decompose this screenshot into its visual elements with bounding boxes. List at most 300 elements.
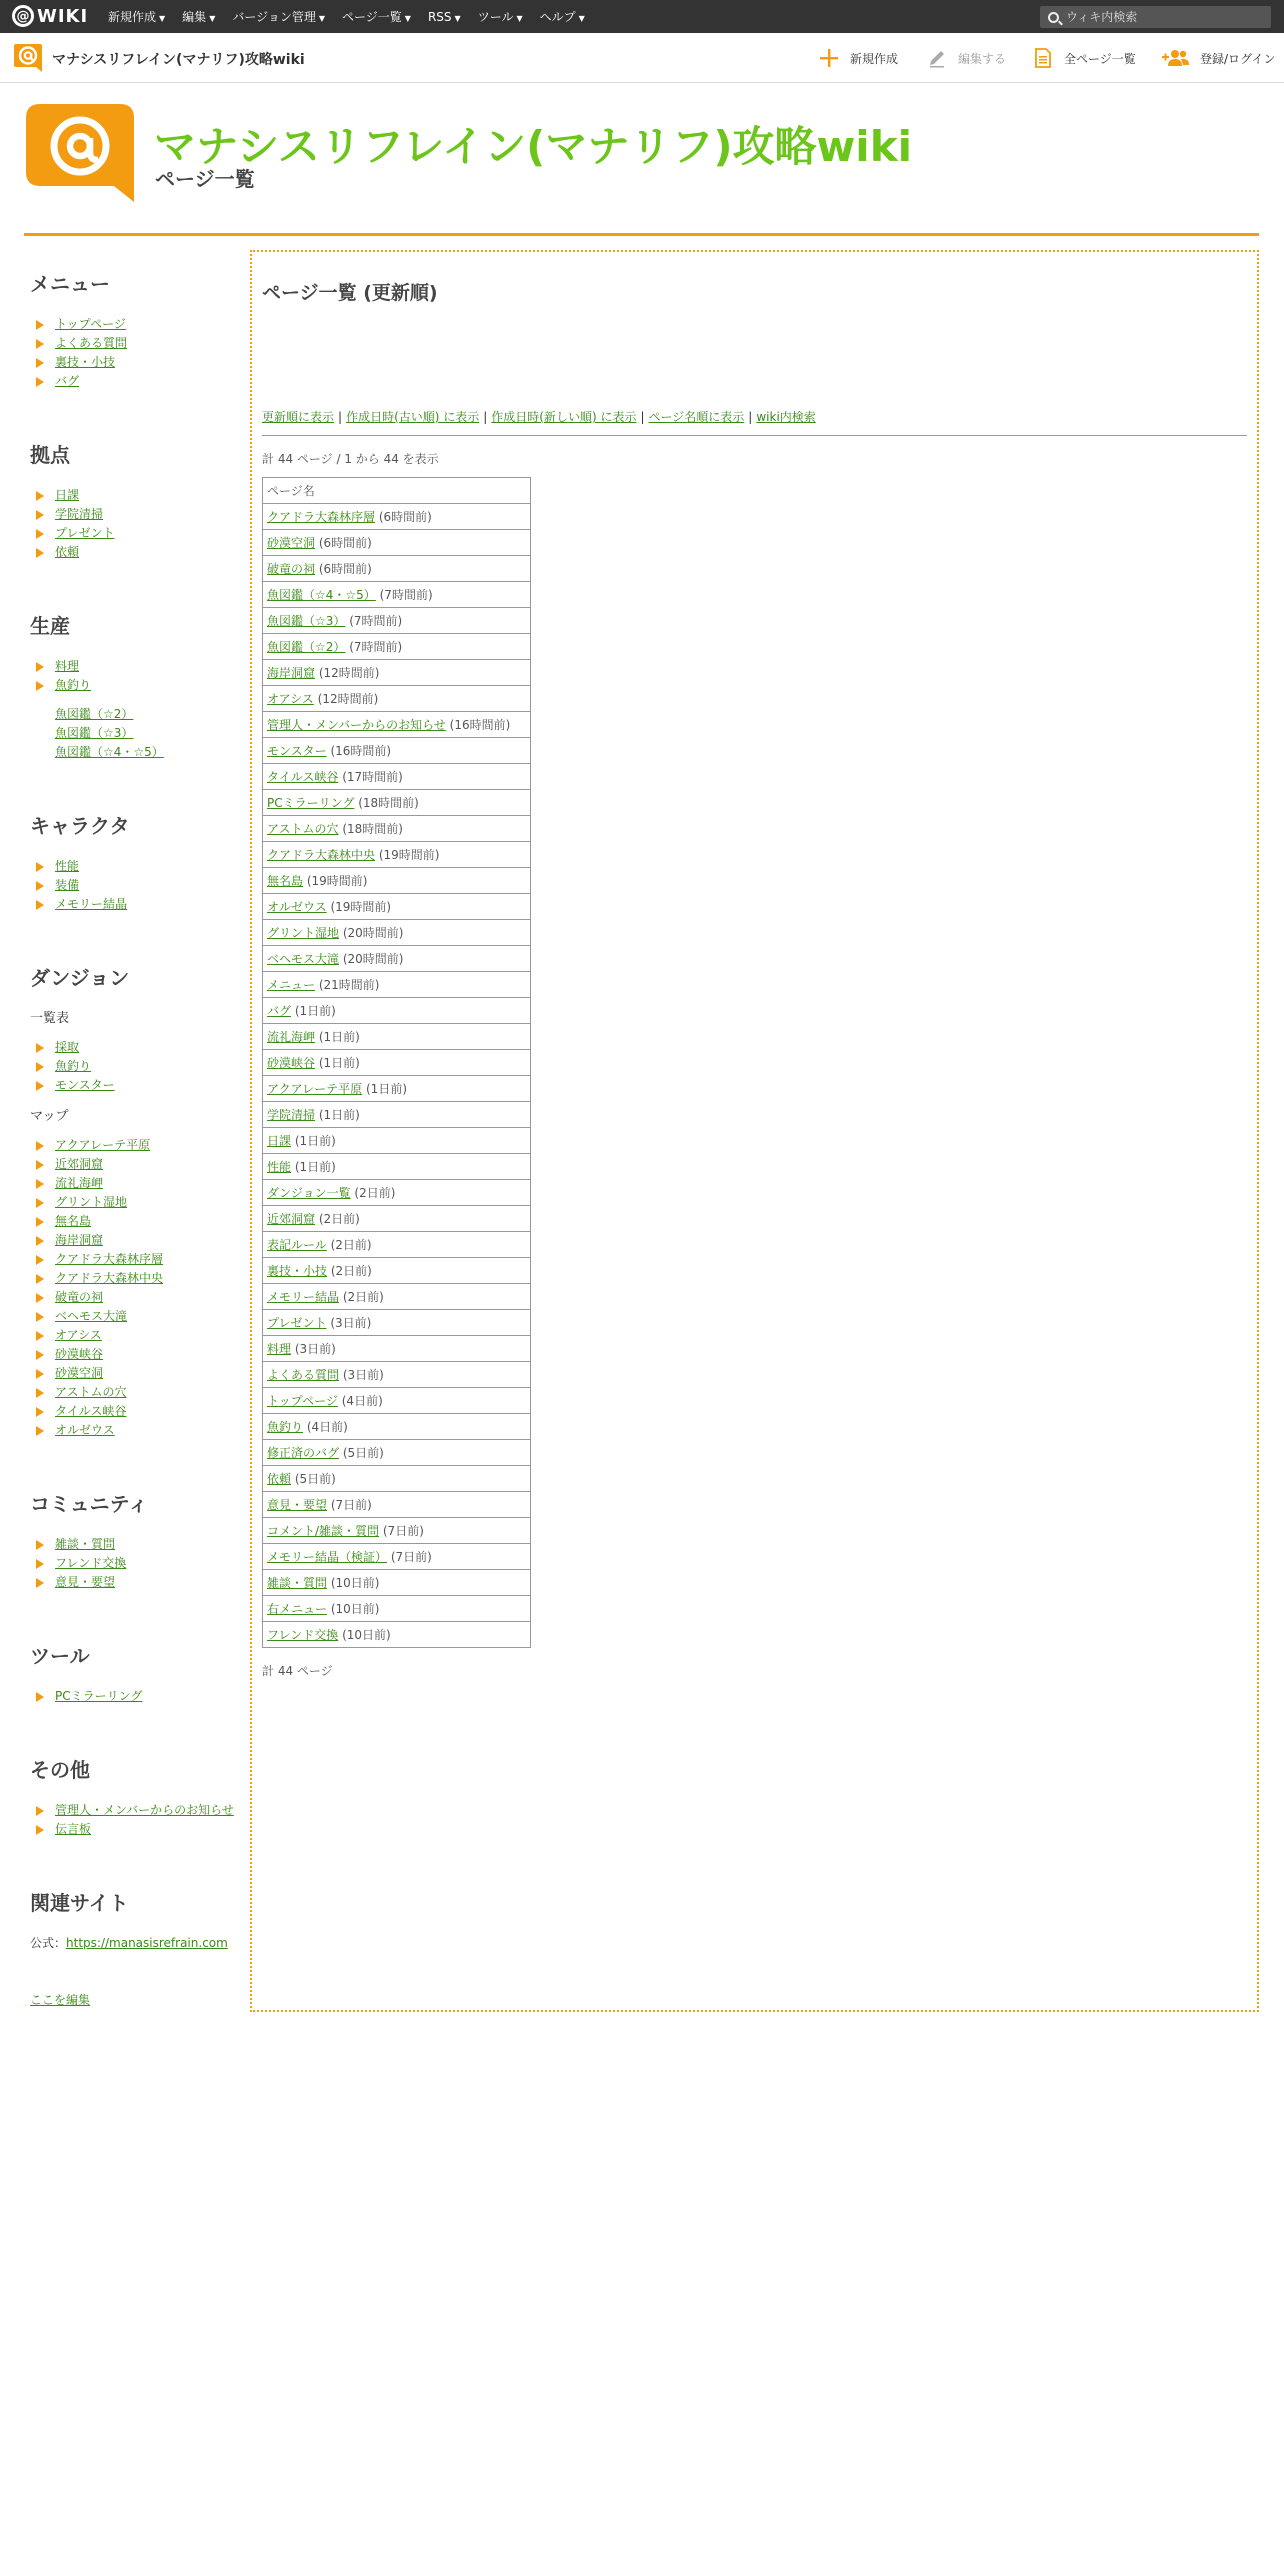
sidebar-list [30,1038,240,1095]
sidebar-item [30,1212,240,1231]
sidebar-item [30,1345,240,1364]
search-input[interactable] [1066,10,1256,24]
updated-ago: (20時間前) [342,952,404,966]
page-link[interactable]: クアドラ大森林序層 [267,510,376,524]
table-row [263,764,531,790]
top-menu-item[interactable] [478,8,523,25]
updated-ago: (2日前) [318,1212,360,1226]
updated-ago: (6時間前) [318,562,372,576]
sidebar-link[interactable]: 魚図鑑（☆4・☆5） [55,745,164,759]
sidebar-link[interactable]: 管理人・メンバーからのお知らせ [55,1803,234,1817]
top-menu-item[interactable] [540,8,585,25]
updated-ago: (18時間前) [358,796,419,810]
table-row [263,1102,531,1128]
table-row [263,582,531,608]
sidebar-item [30,353,240,372]
sidebar-item [30,1038,240,1057]
sidebar-link[interactable]: ベヘモス大滝 [55,1309,128,1323]
updated-ago: (2日前) [330,1264,372,1278]
document-icon [1032,47,1054,69]
updated-ago: (7日前) [382,1524,424,1538]
page-link[interactable]: 砂漠空洞 [267,536,316,550]
updated-ago: (6時間前) [378,510,432,524]
table-cell [263,1414,531,1440]
updated-ago: (6時間前) [318,536,372,550]
updated-ago: (1日前) [366,1082,407,1096]
sidebar-item [30,1250,240,1269]
table-cell [263,868,531,894]
page-link[interactable]: 魚釣り [267,1420,304,1434]
page-link[interactable]: 日課 [267,1134,292,1148]
table-cell [263,1544,531,1570]
sidebar-list [30,1136,240,1440]
table-row [263,1544,531,1570]
sidebar-section-other [30,1754,240,1839]
search-icon [1048,12,1059,23]
table-row [263,972,531,998]
sidebar-link[interactable]: 流礼海岬 [55,1176,104,1190]
sidebar-link[interactable]: 近郊洞窟 [55,1157,104,1171]
sidebar-link[interactable]: 砂漠峡谷 [55,1347,104,1361]
table-cell [263,894,531,920]
atwiki-logo[interactable] [12,4,88,28]
table-row [263,998,531,1024]
sort-link[interactable]: wiki内検索 [756,410,816,424]
table-cell [263,530,531,556]
table-row [263,1232,531,1258]
sidebar-link[interactable]: クアドラ大森林中央 [55,1271,164,1285]
all-pages-label: 全ページ一覧 [1064,51,1136,66]
page-link[interactable]: 流礼海岬 [267,1030,316,1044]
updated-ago: (10日前) [330,1576,380,1590]
site-header [0,33,1284,83]
page-link[interactable]: モンスター [267,744,327,758]
sidebar-link[interactable]: 海岸洞窟 [55,1233,104,1247]
table-cell [263,1180,531,1206]
caret-down-icon: ▼ [159,14,166,23]
table-row [263,1362,531,1388]
page-list-table [262,477,531,1648]
page-subtitle: ページ一覧 [155,167,255,191]
sidebar-heading: 関連サイト [30,1891,129,1915]
top-menu-label: ページ一覧 [342,10,402,24]
sidebar-link[interactable]: よくある質問 [55,336,128,350]
updated-ago: (10日前) [342,1628,391,1642]
sidebar-link[interactable]: 装備 [55,878,80,892]
table-row [263,1596,531,1622]
table-cell [263,946,531,972]
page-link[interactable]: 無名島 [267,874,304,888]
table-row [263,790,531,816]
sidebar-item [55,705,240,724]
top-menu-label: 編集 [182,10,207,24]
sidebar-link[interactable]: 魚釣り [55,678,92,692]
page-link[interactable]: 魚図鑑（☆3） [267,614,346,628]
sidebar-heading: 拠点 [30,443,70,467]
sidebar-link[interactable]: トップページ [55,317,126,331]
updated-ago: (7日前) [390,1550,432,1564]
table-row [263,712,531,738]
table-cell [263,1154,531,1180]
updated-ago: (19時間前) [306,874,368,888]
sidebar-item [30,1801,240,1820]
table-cell [263,582,531,608]
table-row [263,504,531,530]
sidebar-item [30,1687,240,1706]
plus-icon [818,47,840,69]
table-cell [263,1336,531,1362]
page-link[interactable]: 雑談・質問 [267,1576,328,1590]
separator: | [748,410,753,424]
sidebar-link[interactable]: 料理 [55,659,80,673]
sidebar-link[interactable]: アストムの穴 [55,1385,127,1399]
table-cell [263,1518,531,1544]
table-cell [263,556,531,582]
table-cell [263,1440,531,1466]
table-row [263,946,531,972]
sidebar-link[interactable]: 依頼 [55,545,80,559]
sidebar-link[interactable]: フレンド交換 [55,1556,127,1570]
sidebar-link[interactable]: モンスター [55,1078,115,1092]
main-content [250,250,1259,2012]
page-link[interactable]: よくある質問 [267,1368,340,1382]
page-link[interactable]: トップページ [267,1394,338,1408]
sidebar-section-community [30,1488,240,1592]
caret-down-icon: ▼ [454,13,461,23]
top-menu-item[interactable] [182,8,215,25]
sidebar-heading: ダンジョン [30,966,130,990]
table-row [263,1492,531,1518]
header-site-title[interactable]: マナシスリフレイン(マナリフ)攻略wiki [52,52,305,68]
separator: | [483,410,488,424]
table-cell [263,842,531,868]
sidebar-item [30,876,240,895]
updated-ago: (18時間前) [342,822,403,836]
updated-ago: (3日前) [330,1316,372,1330]
table-row [263,1518,531,1544]
updated-ago: (5日前) [294,1472,336,1486]
sidebar-link[interactable]: メモリー結晶 [55,897,128,911]
sidebar-sublabel: 一覧表 [30,1011,70,1026]
page-link[interactable]: 魚図鑑（☆4・☆5） [267,588,376,602]
sidebar-item [30,1364,240,1383]
updated-ago: (12時間前) [317,692,379,706]
updated-ago: (1日前) [294,1160,336,1174]
page-link[interactable]: 管理人・メンバーからのお知らせ [267,718,446,732]
table-row [263,1258,531,1284]
sidebar-section-character [30,810,240,914]
updated-ago: (4日前) [341,1394,383,1408]
edit-sidebar-link[interactable]: ここを編集 [30,1993,91,2007]
page-link[interactable]: 意見・要望 [267,1498,328,1512]
top-menu-item[interactable] [342,8,411,25]
table-row [263,868,531,894]
page-link[interactable]: メニュー [267,978,316,992]
caret-down-icon: ▼ [516,14,523,23]
table-row [263,1050,531,1076]
caret-down-icon: ▼ [209,14,216,23]
table-row [263,842,531,868]
page-link[interactable]: オアシス [267,692,314,706]
site-title[interactable]: マナシスリフレイン(マナリフ)攻略wiki [154,122,913,171]
page-link[interactable]: 近郊洞窟 [267,1212,316,1226]
page-link[interactable]: 魚図鑑（☆2） [267,640,346,654]
updated-ago: (4日前) [306,1420,348,1434]
sidebar-heading: その他 [30,1758,90,1782]
table-cell [263,686,531,712]
add-user-icon [1162,47,1190,69]
page-link[interactable]: 学院清掃 [267,1108,316,1122]
top-menu-label: 新規作成 [108,10,157,24]
sidebar-link[interactable]: 性能 [55,859,80,873]
sidebar-item [55,724,240,743]
updated-ago: (16時間前) [330,744,392,758]
sidebar-list [30,486,240,562]
sidebar-item [30,895,240,914]
page-link[interactable]: クアドラ大森林中央 [267,848,376,862]
updated-ago: (2日前) [354,1186,396,1200]
page-count-top: 計 44 ページ / 1 から 44 を表示 [262,452,439,466]
updated-ago: (1日前) [318,1108,360,1122]
table-row [263,1076,531,1102]
page-link[interactable]: メモリー結晶 [267,1290,340,1304]
table-cell [263,1622,531,1648]
table-header: ページ名 [263,478,531,504]
table-row [263,1154,531,1180]
caret-down-icon: ▼ [578,14,585,23]
sidebar-item [30,486,240,505]
sidebar-item [30,1136,240,1155]
pencil-icon [926,47,948,69]
page-link[interactable]: 右メニュー [267,1602,328,1616]
table-row [263,608,531,634]
table-cell [263,1258,531,1284]
official-site-link[interactable]: https://manasisrefrain.com [66,1936,228,1950]
sidebar-item [30,1269,240,1288]
table-cell [263,1388,531,1414]
sidebar-link[interactable]: 裏技・小技 [55,355,116,369]
table-cell [263,1102,531,1128]
page-link[interactable]: フレンド交換 [267,1628,339,1642]
page-link[interactable]: バグ [267,1004,292,1018]
updated-ago: (12時間前) [318,666,380,680]
updated-ago: (19時間前) [330,900,392,914]
updated-ago: (19時間前) [378,848,440,862]
page-link[interactable]: PCミラーリング [267,796,355,810]
edit-button[interactable] [926,47,1006,69]
table-cell [263,1362,531,1388]
table-row [263,1440,531,1466]
page-link[interactable]: オルゼウス [267,900,327,914]
page-link[interactable]: メモリー結晶（検証） [267,1550,388,1564]
page-link[interactable]: 修正済のバグ [267,1446,340,1460]
sidebar-section-menu [30,268,240,391]
table-row [263,1284,531,1310]
sidebar-link[interactable]: 破竜の祠 [55,1290,104,1304]
page-link[interactable]: 砂漠峡谷 [267,1056,316,1070]
sidebar-link[interactable]: 魚図鑑（☆2） [55,707,134,721]
sidebar-heading: キャラクタ [30,814,130,838]
page-link[interactable]: アストムの穴 [267,822,339,836]
page-link[interactable]: タイルス峡谷 [267,770,339,784]
sidebar-link[interactable]: 無名島 [55,1214,92,1228]
sidebar-list [30,857,240,914]
sort-link[interactable]: 更新順に表示 [262,410,335,424]
sidebar-link[interactable]: オルゼウス [55,1423,115,1437]
table-cell [263,1128,531,1154]
table-cell [263,920,531,946]
top-menu-label: RSS [427,9,452,24]
table-row [263,686,531,712]
sidebar-item [30,1174,240,1193]
sidebar-item [30,505,240,524]
top-menu-label: ヘルプ [539,10,576,24]
sidebar-item [30,543,240,562]
sidebar-link[interactable]: 学院清掃 [55,507,104,521]
page-link[interactable]: ベヘモス大滝 [267,952,340,966]
table-row [263,1206,531,1232]
updated-ago: (7時間前) [349,640,403,654]
page-link[interactable]: プレゼント [267,1316,327,1330]
table-row [263,1388,531,1414]
page-link[interactable]: 依頼 [267,1472,292,1486]
sidebar-item [30,1288,240,1307]
caret-down-icon: ▼ [404,14,411,23]
table-cell [263,790,531,816]
page-link[interactable]: 海岸洞窟 [267,666,316,680]
sidebar-link[interactable]: 日課 [55,488,80,502]
sidebar-item [30,372,240,391]
sidebar-link[interactable]: バグ [55,374,80,388]
updated-ago: (10日前) [330,1602,380,1616]
table-row [263,1466,531,1492]
page-link[interactable]: コメント/雑談・質問 [267,1524,380,1538]
page-link[interactable]: グリント湿地 [267,926,340,940]
sidebar-item [30,1402,240,1421]
table-row [263,894,531,920]
sidebar-link[interactable]: 雑談・質問 [55,1537,116,1551]
official-label: 公式： [30,1936,67,1950]
sidebar-link[interactable]: 砂漠空洞 [55,1366,104,1380]
sidebar-item [30,676,240,695]
sidebar-item [30,1573,240,1592]
table-row [263,1414,531,1440]
page-link[interactable]: 破竜の祠 [267,562,316,576]
table-cell [263,660,531,686]
left-sidebar [30,268,240,2008]
page-link[interactable]: 表記ルール [267,1238,327,1252]
page-link[interactable]: ダンジョン一覧 [267,1186,351,1200]
sidebar-link[interactable]: 採取 [55,1040,80,1054]
sidebar-section-dungeon [30,962,240,1440]
sidebar-link[interactable]: プレゼント [55,526,115,540]
sort-link[interactable]: ページ名順に表示 [648,410,745,424]
updated-ago: (7時間前) [379,588,433,602]
sidebar-heading: コミュニティ [30,1492,148,1516]
sidebar-link[interactable]: クアドラ大森林序層 [55,1252,164,1266]
sidebar-item [30,1057,240,1076]
table-cell [263,1466,531,1492]
top-menu-item[interactable] [428,10,461,24]
sidebar-link[interactable]: グリント湿地 [55,1195,128,1209]
all-pages-button[interactable] [1032,47,1136,69]
page-link[interactable]: 裏技・小技 [267,1264,328,1278]
sort-link[interactable]: 作成日時(新しい順) に表示 [491,410,637,424]
sidebar-link[interactable]: 伝言板 [55,1822,92,1836]
updated-ago: (5日前) [342,1446,384,1460]
sidebar-link[interactable]: アクアレーテ平原 [55,1138,151,1152]
sidebar-list [30,1535,240,1592]
sidebar-heading: 生産 [30,614,70,638]
sidebar-item [30,1820,240,1839]
sidebar-link[interactable]: 意見・要望 [55,1575,116,1589]
wiki-search-box[interactable] [1040,6,1271,28]
table-cell [263,1024,531,1050]
page-link[interactable]: 性能 [267,1160,292,1174]
updated-ago: (2日前) [342,1290,384,1304]
sidebar-list [30,1801,240,1839]
sidebar-link[interactable]: タイルス峡谷 [55,1404,127,1418]
separator: | [338,410,343,424]
table-cell [263,1596,531,1622]
site-logo-icon[interactable] [12,42,44,74]
table-cell [263,972,531,998]
table-row [263,738,531,764]
sidebar-item [30,1307,240,1326]
updated-ago: (2日前) [330,1238,372,1252]
sort-link[interactable]: 作成日時(古い順) に表示 [346,410,480,424]
sidebar-link[interactable]: オアシス [55,1328,102,1342]
wiki-banner-logo[interactable] [26,104,134,202]
page-link[interactable]: アクアレーテ平原 [267,1082,363,1096]
sidebar-link[interactable]: 魚釣り [55,1059,92,1073]
updated-ago: (17時間前) [342,770,403,784]
updated-ago: (1日前) [294,1004,336,1018]
table-row [263,1024,531,1050]
top-navbar [0,0,1284,33]
sidebar-section-tools [30,1640,240,1706]
table-cell [263,1492,531,1518]
sidebar-item [30,1076,240,1095]
table-row [263,1570,531,1596]
table-cell [263,504,531,530]
sidebar-link[interactable]: 魚図鑑（☆3） [55,726,134,740]
table-row [263,1310,531,1336]
table-row [263,634,531,660]
page-link[interactable]: 料理 [267,1342,292,1356]
table-row [263,1336,531,1362]
sidebar-item [30,1326,240,1345]
sidebar-section-base [30,439,240,562]
top-menu-label: ツール [477,10,514,24]
new-page-button[interactable] [818,47,898,69]
new-page-label: 新規作成 [850,51,899,66]
table-cell [263,608,531,634]
sidebar-item [30,524,240,543]
logo-text: WIKI [37,5,89,27]
top-menu-item[interactable] [108,8,165,25]
top-menu-item[interactable] [232,8,325,25]
sidebar-link[interactable]: PCミラーリング [55,1689,143,1703]
register-login-button[interactable] [1162,47,1275,69]
updated-ago: (1日前) [318,1030,360,1044]
table-cell [263,1310,531,1336]
table-cell [263,1206,531,1232]
table-row [263,556,531,582]
sidebar-item [30,1554,240,1573]
edit-label: 編集する [958,51,1007,66]
table-cell [263,712,531,738]
